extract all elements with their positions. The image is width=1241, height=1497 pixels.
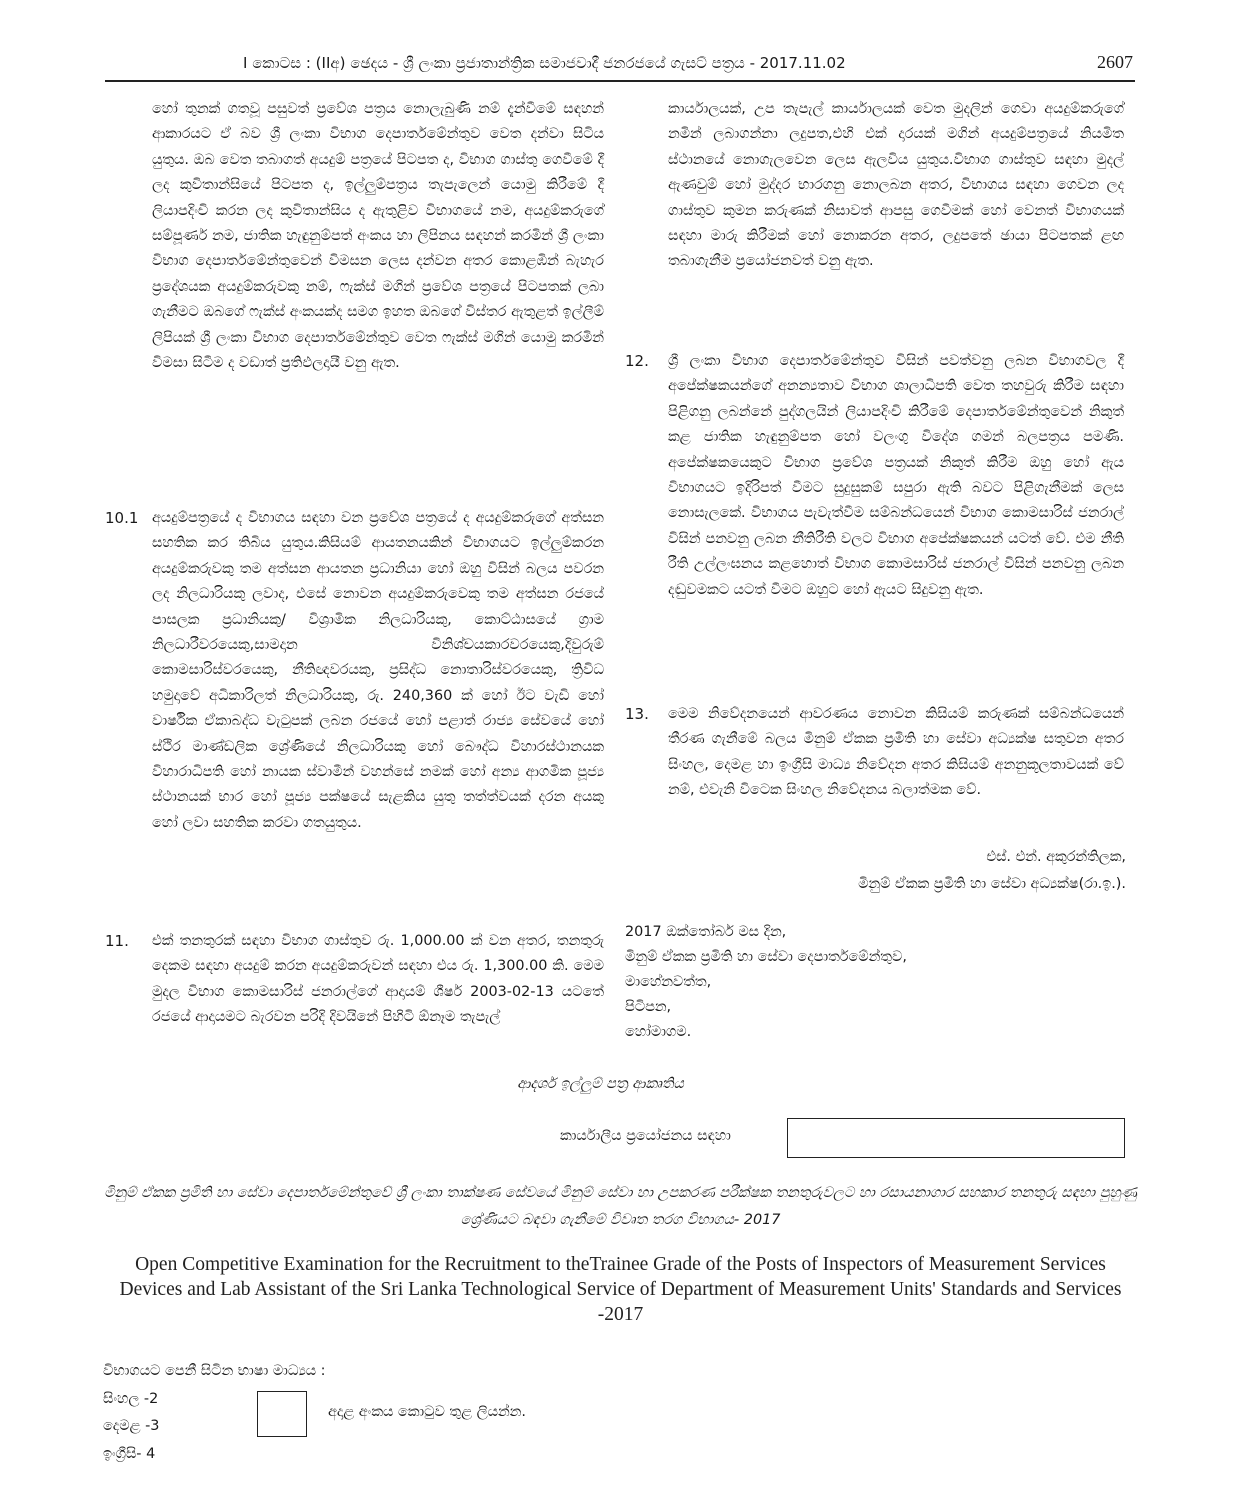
para-10-1-text: අයදුම්පත්‍රයේ ද විභාගය සඳහා වන ප්‍රවේශ පත්‍රයේ ද අයදුම්කරුගේ අත්සන සහතික කර තිබිය යුතුය.කිසියම් ආයතනයකින් විභාගයට ඉල්ලුම්කරන අයදුම්කරුවකු තම අත්සන ආයතන ප්‍රධානියා හෝ ඔහු විසින් බලය පවරන ලද නිලධාරියකු ලවාද, එසේ නොවන අයදුම්කරුවෙකු තම අත්සන රජයේ පාසලක ප්‍රධානියකු/ විශ්‍රාමික නිලධාරියකු, කොට්ඨාසයේ ග්‍රාම නිලධාරීවරයෙකු,සාමදාන විනිශ්චයකාරවරයෙකු,දිවුරුම් කොමසාරිස්වරයෙකු, නීතිඥවරයකු, ප්‍රසිද්ධ නොතාරිස්වරයෙකු, ත්‍රිවිධ හමුදාවේ අධිකාරිලත් නිලධාරියකු, රු. 240,360 ක් හෝ ඊට වැඩි හෝ වාර්ෂික ඒකාබද්ධ වැටුපක් ලබන රජයේ හෝ පළාත් රාජ්‍ය සේවයේ හෝ ස්ථිර මාණ්ඩලික ශ්‍රේණියේ නිලධාරියකු හෝ බෞද්ධ විහාරස්ථානයක විහාරාධිපති හෝ නායක ස්වාමීන් වහන්සේ නමක් හෝ අන්‍ය ආගමික පූජ්‍ය ස්ථානයක් භාර හෝ පූජ්‍ය පක්ෂයේ සැළකිය යුතු තත්ත්වයක් දරන අයකු හෝ ලවා සහතික කරවා ගතයුතුය. xyxy=(152,510,604,831)
para-12-text: ශ්‍රී ලංකා විභාග දෙපාර්තමේන්තුව විසින් පවත්වනු ලබන විභාගවල දී අපේක්ෂකයන්ගේ අනන්‍යතාව විභාග ශාලාධිපති වෙත තහවුරු කිරීම සඳහා පිළිගනු ලබන්නේ පුද්ගලයින් ලියාපදිංචි කිරීමේ දෙපාර්තමේන්තුවෙන් නිකුත් කළ ජාතික හැඳුනුම්පත හෝ වලංගු විදේශ ගමන් බලපත්‍රය පමණි. අපේක්ෂකයෙකුට විභාග ප්‍රවේශ පත්‍රයක් නිකුත් කිරීම ඔහු හෝ ඇය විභාගයට ඉදිරිපත් වීමට සුදුසුකම් සපුරා ඇති බවට පිළිගැනීමක් ලෙස නොසැලකේ. විභාගය පැවැත්වීම සම්බන්ධයෙන් විභාග කොමසාරිස් ජනරාල් විසින් පනවනු ලබන නීතිරීති වලට විභාග අපේක්ෂකයන් යටත් වේ. එම නීති රීති උල්ලංඝනය කළහොත් විභාග කොමසාරිස් ජනරාල් විසින් පනවනු ලබන දඬුවමකට යටත් වීමට ඔහුට හෝ ඇයට සිදුවනු ඇත. xyxy=(668,353,1124,598)
address-line: මාහේනවත්ත, xyxy=(625,974,712,990)
para-13-number: 13. xyxy=(625,705,649,723)
para-10-1 xyxy=(152,506,604,836)
signature-block xyxy=(858,844,1126,898)
medium-label: විභාගයට පෙනී සිටින භාෂා මාධ්‍යය : xyxy=(103,1363,326,1379)
form-title xyxy=(0,1076,1241,1092)
left-continuation-paragraph xyxy=(152,97,604,376)
para-11-text: එක් තනතුරක් සඳහා විභාග ගාස්තුව රු. 1,000.00 ක් වන අතර, තනතුරු දෙකම සඳහා අයදුම් කරන අයදුම්කරුවන් සඳහා එය රු. 1,300.00 කි. මෙම මුදල විභාග කොමසාරිස් ජනරාල්ගේ ආදායම් ශීර්ෂ 2003-02-13 යටතේ රජයේ ආදායමට බැරවන පරිදි දිවයිනේ පිහිටි ඕනෑම තැපැල් xyxy=(152,933,604,1026)
left-continuation-text: හෝ තුනක් ගතවූ පසුවත් ප්‍රවේශ පත්‍රය නොලැබුණි නම් දැන්වීමේ සඳහන් ආකාරයට ඒ බව ශ්‍රී ලංකා විභාග දෙපාර්තමේන්තුව වෙත දන්වා සිටිය යුතුය. ඔබ වෙත තබාගත් අයදුම් පත්‍රයේ පිටපත ද, විභාග ගාස්තු ගෙවීමේ දී ලද කුවිතාන්සියේ පිටපත ද, ඉල්ලුම්පත්‍රය තැපැලෙන් යොමු කිරීමේ දී ලියාපදිංචි කරන ලද කුවිතාන්සිය ද ඇතුළිව විභාගයේ නම, අයදුම්කරුගේ සම්පූර්ණ නම, ජාතික හැඳුනුම්පත් අංකය හා ලිපිනය සඳහන් කරමින් ශ්‍රී ලංකා විභාග දෙපාර්තමේන්තුවෙන් විමසන ලෙස දන්වන අතර කොළඹින් බැහැර ප්‍රදේශයක අයදුම්කරුවකු නම්, ෆැක්ස් මගින් ප්‍රවේශ පත්‍රයේ පිටපතක් ලබා ගැනීමට ඔබගේ ෆැක්ස් අංකයක්ද සමග ඉහත ඔබගේ විස්තර ඇතුළත් ඉල්ලීම් ලිපියක් ශ්‍රී ලංකා විභාග දෙපාර්තමේන්තුව වෙත ෆැක්ස් මගින් යොමු කරමින් විමසා සිටීම ද වඩාත් ප්‍රතිඵලදායී වනු ඇත. xyxy=(152,101,604,372)
form-title-text: ආදර්ශ ඉල්ලුම් පත්‍ර ආකෘතිය xyxy=(517,1076,684,1092)
para-12-number: 12. xyxy=(625,352,649,370)
signatory-title: මිනුම් ඒකක ප්‍රමිති හා සේවා අධ්‍යක්ෂ(රා.ඉ.). xyxy=(858,876,1126,892)
page-number: 2607 xyxy=(1097,52,1133,72)
office-use-box[interactable] xyxy=(787,1118,1125,1158)
medium-option-sinhala: සිංහල -2 xyxy=(103,1390,159,1407)
para-11 xyxy=(152,929,604,1031)
medium-option-english: ඉංග්‍රීසි- 4 xyxy=(103,1445,156,1462)
exam-title-sinhala: මිනුම් ඒකක ප්‍රමිති හා සේවා දෙපාර්තමේන්තුවේ ශ්‍රී ලංකා තාක්ෂණ සේවයේ මිනුම් සේවා හා උපකරණ පරීක්ෂක තනතුරුවලට හා රසායනාගාර සහකාර තනතුරු සඳහා පුහුණු ශ්‍රේණියට බඳවා ගැනීමේ විවෘත තරග විභාගය- 2017 xyxy=(104,1185,1137,1228)
para-13 xyxy=(668,702,1124,804)
medium-option-tamil: දෙමළ -3 xyxy=(103,1418,160,1434)
address-line: 2017 ඔක්තෝබර් මස දින, xyxy=(625,924,787,940)
address-line: පිටිපන, xyxy=(625,999,672,1015)
right-continuation-paragraph xyxy=(668,97,1124,275)
address-line: මිනුම් ඒකක ප්‍රමිති හා සේවා දෙපාර්තමේන්තුව, xyxy=(625,949,907,965)
para-11-number: 11. xyxy=(105,932,129,950)
page-header xyxy=(243,52,1133,78)
para-12 xyxy=(668,349,1124,603)
address-line: හෝමාගම. xyxy=(625,1024,692,1040)
medium-note: අදාළ අංකය කොටුව තුළ ලියන්න. xyxy=(328,1404,526,1420)
office-use-label: කාර්යාලීය ප්‍රයෝජනය සඳහා xyxy=(560,1128,731,1144)
right-continuation-text: කාර්යාලයක්, උප තැපැල් කාර්යාලයක් වෙත මුදලින් ගෙවා අයදුම්කරුගේ නමින් ලබාගන්නා ලදුපත,එහි එක් දාරයක් මගින් අයදුම්පත්‍රයේ නියමිත ස්ථානයේ නොගැලවෙන ලෙස ඇලවිය යුතුය.විභාග ගාස්තුව සඳහා මුදල් ඇණවුම් හෝ මුද්දර භාරගනු නොලබන අතර, විභාගය සඳහා ගෙවන ලද ගාස්තුව කුමන කරුණක් නිසාවත් ආපසු ගෙවීමක් හෝ වෙනත් විභාගයක් සඳහා මාරු කිරීමක් හෝ නොකරන අතර, ලදුපතේ ඡායා පිටපතක් ළඟ තබාගැනීම ප්‍රයෝජනවත් වනු ඇත. xyxy=(668,101,1124,270)
header-rule xyxy=(105,80,1135,82)
signatory-name: එස්. එන්. අකුරන්තිලක, xyxy=(986,849,1126,865)
address-block xyxy=(625,920,907,1045)
gazette-header-text: I කොටස : (IIඅ) ඡෙදය - ශ්‍රී ලංකා ප්‍රජාතාන්ත්‍රික සමාජවාදී ජනරජයේ ගැසට් පත්‍රය - 2017.11.02 xyxy=(243,54,846,72)
para-13-text: මෙම නිවේදනයෙන් ආවරණය නොවන කිසියම් කරුණක් සම්බන්ධයෙන් තීරණ ගැනීමේ බලය මිනුම් ඒකක ප්‍රමිති හා සේවා අධ්‍යක්ෂ සතුවන අතර සිංහල, දෙමළ හා ඉංග්‍රීසි මාධ්‍ය නිවේදන අතර කිසියම් අනනුකූලතාවයක් වේ නම්, එවැනි විටෙක සිංහල නිවේදනය බලාත්මක වේ. xyxy=(668,706,1124,799)
medium-code-box[interactable] xyxy=(257,1391,307,1437)
para-10-1-number: 10.1 xyxy=(105,509,139,527)
exam-title-english: Open Competitive Examination for the Recruitment to theTrainee Grade of the Posts of Inspectors of Measurement Services Devices and Lab Assistant of the Sri Lanka Technological Service of Department of Measurement Units' Standards and Services -2017 xyxy=(119,1254,1122,1325)
